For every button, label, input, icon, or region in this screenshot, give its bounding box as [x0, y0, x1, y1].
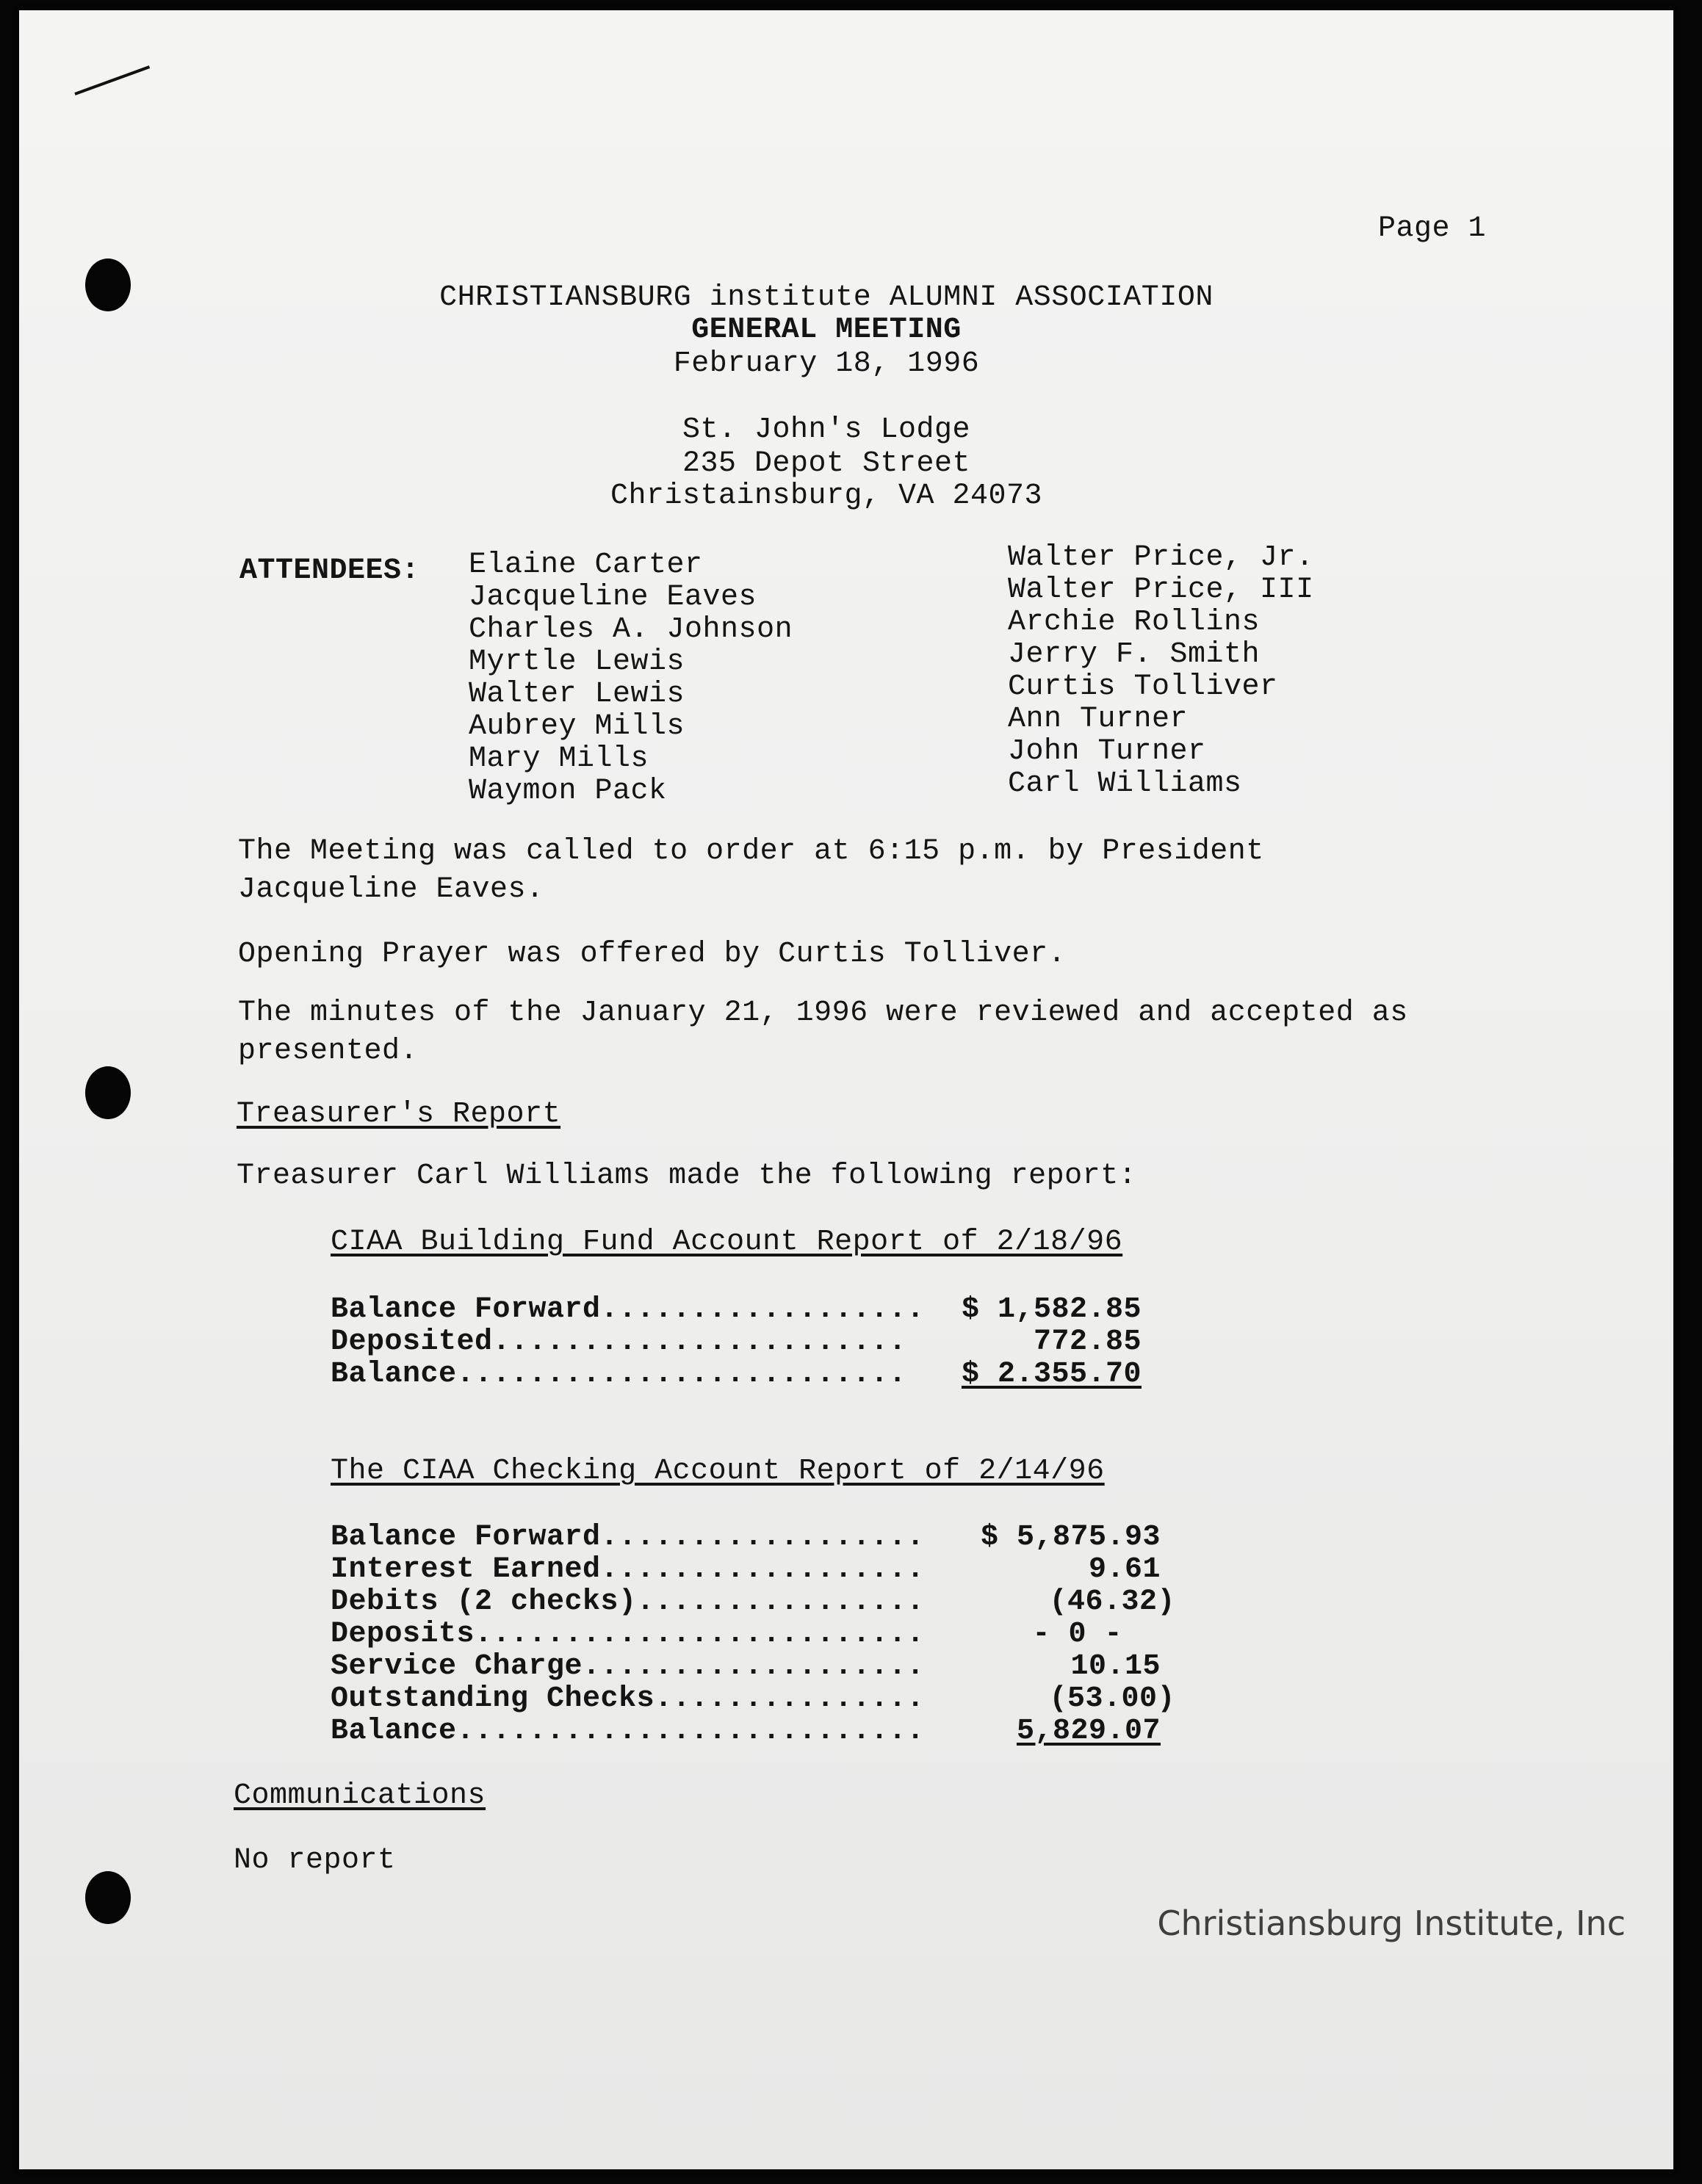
ledger-label: Deposits.........................	[331, 1618, 925, 1651]
meeting-date: February 18, 1996	[673, 347, 980, 380]
punch-hole-bottom	[85, 1871, 131, 1924]
ledger-value: 10.15	[1070, 1650, 1161, 1683]
ledger-value: (53.00)	[1049, 1682, 1175, 1715]
organization-title: CHRISTIANSBURG institute ALUMNI ASSOCIATION	[439, 281, 1214, 314]
checking-title: The CIAA Checking Account Report of 2/14/96	[331, 1455, 1105, 1488]
watermark: Christiansburg Institute, Inc	[1157, 1903, 1626, 1943]
ledger-label: Balance Forward..................	[331, 1293, 925, 1326]
attendee-name: Jerry F. Smith	[1008, 638, 1261, 671]
attendees-label: ATTENDEES:	[239, 554, 420, 587]
page-number: Page 1	[1378, 212, 1487, 245]
venue-city: Christainsburg, VA 24073	[610, 480, 1043, 513]
attendee-name: Walter Price, III	[1008, 574, 1314, 607]
ledger-label: Balance..........................	[331, 1715, 925, 1748]
attendee-name: Walter Price, Jr.	[1008, 541, 1314, 574]
ledger-value: (46.32)	[1049, 1585, 1175, 1619]
ledger-value: - 0 -	[1032, 1618, 1122, 1651]
attendee-name: Curtis Tolliver	[1008, 670, 1278, 704]
ledger-label: Outstanding Checks...............	[331, 1682, 925, 1715]
venue-street: 235 Depot Street	[682, 447, 971, 480]
ledger-value: $ 5,875.93	[980, 1521, 1161, 1554]
communications-heading: Communications	[234, 1779, 486, 1812]
ledger-label: Service Charge...................	[331, 1650, 925, 1683]
treasurer-heading: Treasurer's Report	[237, 1098, 561, 1131]
attendee-name: Ann Turner	[1008, 703, 1189, 736]
ledger-value: 9.61	[1088, 1553, 1161, 1586]
ledger-value: $ 1,582.85	[961, 1293, 1142, 1326]
ledger-value: $ 2.355.70	[961, 1358, 1142, 1391]
ledger-label: Debits (2 checks)................	[331, 1585, 925, 1619]
attendee-name: Carl Williams	[1008, 767, 1242, 800]
building-fund-title: CIAA Building Fund Account Report of 2/18/96	[331, 1226, 1123, 1259]
attendee-name: Elaine Carter	[469, 549, 703, 582]
attendee-name: Charles A. Johnson	[469, 613, 793, 646]
attendee-name: Archie Rollins	[1008, 606, 1261, 639]
opening-prayer: Opening Prayer was offered by Curtis Tolliver.	[238, 938, 1067, 971]
attendee-name: Myrtle Lewis	[469, 646, 685, 679]
pen-mark	[74, 65, 150, 95]
attendee-name: John Turner	[1008, 735, 1206, 768]
ledger-label: Deposited.......................	[331, 1326, 907, 1359]
call-to-order-line2: Jacqueline Eaves.	[238, 873, 544, 906]
punch-hole-top	[85, 258, 131, 311]
minutes-line1: The minutes of the January 21, 1996 were reviewed and accepted as	[238, 997, 1408, 1030]
attendee-name: Waymon Pack	[469, 775, 667, 808]
attendee-name: Aubrey Mills	[469, 710, 685, 743]
attendee-name: Jacqueline Eaves	[469, 581, 757, 614]
treasurer-intro: Treasurer Carl Williams made the following report:	[237, 1160, 1137, 1193]
ledger-label: Balance Forward..................	[331, 1521, 925, 1554]
punch-hole-middle	[85, 1066, 131, 1119]
ledger-label: Interest Earned..................	[331, 1553, 925, 1586]
attendee-name: Walter Lewis	[469, 678, 685, 711]
ledger-value: 5,829.07	[1016, 1715, 1161, 1748]
venue-name: St. John's Lodge	[682, 413, 971, 446]
meeting-title: GENERAL MEETING	[691, 314, 962, 347]
ledger-label: Balance.........................	[331, 1358, 907, 1391]
call-to-order-line1: The Meeting was called to order at 6:15 p.m. by President	[238, 835, 1264, 868]
ledger-value: 772.85	[1033, 1326, 1142, 1359]
communications-text: No report	[234, 1844, 396, 1877]
attendee-name: Mary Mills	[469, 742, 649, 775]
minutes-line2: presented.	[238, 1035, 419, 1068]
